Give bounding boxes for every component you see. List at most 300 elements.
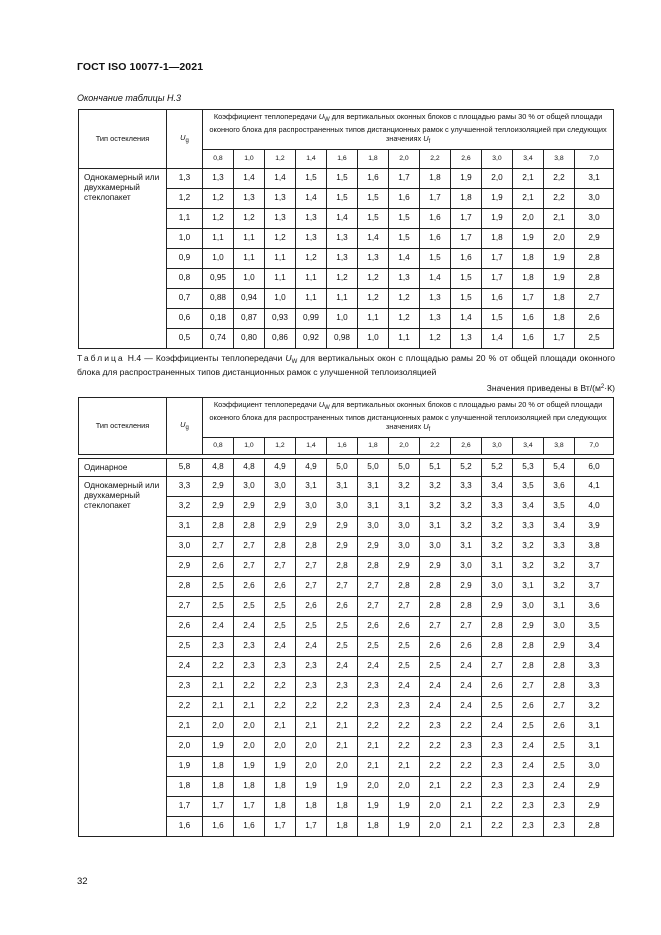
uw-value-cell: 4,8 xyxy=(234,459,265,477)
uw-value-cell: 1,4 xyxy=(327,209,358,229)
uw-value-cell: 3,8 xyxy=(575,537,614,557)
uw-value-cell: 2,6 xyxy=(575,309,614,329)
uw-value-cell: 4,9 xyxy=(265,459,296,477)
uw-value-cell: 2,4 xyxy=(327,657,358,677)
uw-value-cell: 1,7 xyxy=(234,797,265,817)
uw-value-cell: 1,7 xyxy=(389,169,420,189)
uf-value-header: 2,6 xyxy=(451,150,482,169)
uw-value-cell: 2,8 xyxy=(389,577,420,597)
ug-value-cell: 1,6 xyxy=(167,817,203,837)
uw-value-cell: 1,9 xyxy=(544,269,575,289)
uw-value-cell: 1,9 xyxy=(265,757,296,777)
uw-value-cell: 1,8 xyxy=(327,817,358,837)
page-number: 32 xyxy=(77,876,88,887)
uw-value-cell: 2,0 xyxy=(544,229,575,249)
uw-value-cell: 1,8 xyxy=(265,797,296,817)
ug-value-cell: 2,0 xyxy=(167,737,203,757)
uw-value-cell: 2,7 xyxy=(358,577,389,597)
uw-value-cell: 1,3 xyxy=(451,329,482,349)
uw-value-cell: 2,9 xyxy=(327,517,358,537)
ug-value-cell: 0,6 xyxy=(167,309,203,329)
ug-value-cell: 2,3 xyxy=(167,677,203,697)
uw-value-cell: 2,3 xyxy=(327,677,358,697)
uw-value-cell: 2,1 xyxy=(203,677,234,697)
uw-value-cell: 1,7 xyxy=(296,817,327,837)
uw-value-cell: 1,8 xyxy=(544,309,575,329)
uw-value-cell: 2,9 xyxy=(482,597,513,617)
uw-value-cell: 2,9 xyxy=(575,797,614,817)
uf-value-header: 3,0 xyxy=(482,438,513,455)
uw-value-cell: 1,6 xyxy=(420,229,451,249)
ug-value-cell: 3,2 xyxy=(167,497,203,517)
uw-value-cell: 3,3 xyxy=(451,477,482,497)
uw-value-cell: 1,1 xyxy=(296,269,327,289)
uw-value-cell: 1,3 xyxy=(203,169,234,189)
uw-value-cell: 1,5 xyxy=(327,189,358,209)
uw-value-cell: 2,6 xyxy=(544,717,575,737)
uf-value-header: 7,0 xyxy=(575,438,614,455)
uw-value-cell: 3,0 xyxy=(296,497,327,517)
uw-value-cell: 1,6 xyxy=(234,817,265,837)
uw-value-cell: 3,6 xyxy=(544,477,575,497)
uw-value-cell: 2,2 xyxy=(544,189,575,209)
uw-value-cell: 1,7 xyxy=(451,209,482,229)
uw-value-cell: 2,7 xyxy=(234,537,265,557)
uw-value-cell: 1,8 xyxy=(451,189,482,209)
uw-value-cell: 2,2 xyxy=(389,717,420,737)
uw-value-cell: 2,8 xyxy=(575,817,614,837)
uw-value-cell: 3,4 xyxy=(513,497,544,517)
uw-value-cell: 2,8 xyxy=(265,537,296,557)
uw-value-cell: 1,9 xyxy=(358,797,389,817)
uw-value-cell: 2,2 xyxy=(451,777,482,797)
uw-value-cell: 2,2 xyxy=(482,817,513,837)
uw-value-cell: 0,86 xyxy=(265,329,296,349)
uw-value-cell: 2,8 xyxy=(544,657,575,677)
uw-description-header: Коэффициент теплопередачи $U_W$ для вертикальных оконных блоков с площадью рамы 20 % от общей площади оконного блока для распространенных типов дистанционных рамок с улучшенной теплоизоляцией при следующих значениях $U_f$ xyxy=(203,398,614,438)
uw-value-cell: 2,9 xyxy=(575,777,614,797)
uw-value-cell: 2,4 xyxy=(203,617,234,637)
uw-value-cell: 1,6 xyxy=(203,817,234,837)
uw-value-cell: 1,2 xyxy=(234,209,265,229)
ug-value-cell: 0,5 xyxy=(167,329,203,349)
uw-value-cell: 1,9 xyxy=(544,249,575,269)
uw-value-cell: 1,6 xyxy=(482,289,513,309)
uw-value-cell: 3,1 xyxy=(420,517,451,537)
uw-value-cell: 1,8 xyxy=(203,757,234,777)
uw-value-cell: 2,0 xyxy=(296,757,327,777)
uw-value-cell: 2,1 xyxy=(513,169,544,189)
table-row xyxy=(79,169,614,189)
uf-value-header: 1,4 xyxy=(296,438,327,455)
uw-value-cell: 2,7 xyxy=(327,577,358,597)
uw-value-cell: 1,7 xyxy=(420,189,451,209)
uw-value-cell: 2,7 xyxy=(296,557,327,577)
uw-value-cell: 2,8 xyxy=(544,677,575,697)
uw-value-cell: 1,5 xyxy=(389,229,420,249)
uw-value-cell: 1,4 xyxy=(358,229,389,249)
uw-value-cell: 3,1 xyxy=(296,477,327,497)
uw-value-cell: 1,6 xyxy=(358,169,389,189)
uw-value-cell: 2,4 xyxy=(296,637,327,657)
uw-value-cell: 1,0 xyxy=(234,269,265,289)
uw-value-cell: 2,1 xyxy=(296,717,327,737)
table-row xyxy=(79,477,614,497)
uw-value-cell: 2,3 xyxy=(203,637,234,657)
uw-value-cell: 2,3 xyxy=(544,817,575,837)
uw-value-cell: 2,5 xyxy=(358,637,389,657)
ug-value-cell: 1,0 xyxy=(167,229,203,249)
uw-value-cell: 3,0 xyxy=(482,577,513,597)
uw-value-cell: 2,3 xyxy=(234,637,265,657)
uf-value-header: 1,8 xyxy=(358,150,389,169)
uw-value-cell: 1,9 xyxy=(203,737,234,757)
uw-value-cell: 1,8 xyxy=(327,797,358,817)
uw-value-cell: 3,2 xyxy=(575,697,614,717)
uw-value-cell: 1,6 xyxy=(451,249,482,269)
uf-value-header: 2,2 xyxy=(420,438,451,455)
uw-value-cell: 2,5 xyxy=(327,617,358,637)
uw-value-cell: 2,0 xyxy=(358,777,389,797)
ug-value-cell: 2,4 xyxy=(167,657,203,677)
uw-value-cell: 2,9 xyxy=(265,517,296,537)
uw-value-cell: 1,8 xyxy=(358,817,389,837)
uw-value-cell: 2,0 xyxy=(482,169,513,189)
uw-value-cell: 2,1 xyxy=(203,697,234,717)
ug-value-cell: 1,8 xyxy=(167,777,203,797)
uw-value-cell: 1,5 xyxy=(389,209,420,229)
uw-value-cell: 3,2 xyxy=(513,557,544,577)
uw-value-cell: 1,2 xyxy=(265,229,296,249)
uf-value-header: 0,8 xyxy=(203,438,234,455)
glazing-type-header: Тип остекления xyxy=(79,398,167,455)
uf-value-header: 0,8 xyxy=(203,150,234,169)
uw-value-cell: 1,1 xyxy=(265,269,296,289)
uf-value-header: 2,6 xyxy=(451,438,482,455)
uw-value-cell: 2,2 xyxy=(296,697,327,717)
uw-value-cell: 0,80 xyxy=(234,329,265,349)
uw-value-cell: 2,7 xyxy=(234,557,265,577)
uw-value-cell: 2,1 xyxy=(420,777,451,797)
uw-value-cell: 3,0 xyxy=(575,189,614,209)
uw-value-cell: 3,2 xyxy=(389,477,420,497)
uw-value-cell: 2,3 xyxy=(451,737,482,757)
uw-value-cell: 1,9 xyxy=(296,777,327,797)
uw-value-cell: 1,4 xyxy=(451,309,482,329)
uw-value-cell: 1,1 xyxy=(234,229,265,249)
uw-value-cell: 4,0 xyxy=(575,497,614,517)
uf-value-header: 1,0 xyxy=(234,438,265,455)
uw-value-cell: 3,1 xyxy=(389,497,420,517)
uw-value-cell: 1,0 xyxy=(327,309,358,329)
uw-value-cell: 1,7 xyxy=(544,329,575,349)
table-h4-caption: Таблица Н.4 — Коэффициенты теплопередачи $U_W$ для вертикальных окон с площадью рамы 20 % от общей площади оконного блока для распространенных типов дистанционных рамок с улучшенной теплоизоляцией xyxy=(77,353,615,377)
ug-value-cell: 2,9 xyxy=(167,557,203,577)
uw-value-cell: 0,87 xyxy=(234,309,265,329)
uw-value-cell: 1,3 xyxy=(234,189,265,209)
uf-value-header: 1,2 xyxy=(265,438,296,455)
uf-value-header: 1,8 xyxy=(358,438,389,455)
uw-value-cell: 2,0 xyxy=(327,757,358,777)
uw-value-cell: 2,9 xyxy=(544,637,575,657)
document-title: ГОСТ ISO 10077-1—2021 xyxy=(77,61,204,73)
uw-value-cell: 2,5 xyxy=(234,597,265,617)
ug-value-cell: 1,1 xyxy=(167,209,203,229)
uw-value-cell: 1,9 xyxy=(451,169,482,189)
uw-value-cell: 1,3 xyxy=(420,309,451,329)
uw-value-cell: 0,93 xyxy=(265,309,296,329)
uw-value-cell: 1,8 xyxy=(203,777,234,797)
uw-value-cell: 3,1 xyxy=(513,577,544,597)
uw-value-cell: 3,0 xyxy=(358,517,389,537)
uw-value-cell: 2,0 xyxy=(420,817,451,837)
uw-value-cell: 2,5 xyxy=(389,657,420,677)
uw-value-cell: 1,1 xyxy=(389,329,420,349)
uw-value-cell: 5,0 xyxy=(358,459,389,477)
uw-value-cell: 2,8 xyxy=(203,517,234,537)
uw-value-cell: 2,1 xyxy=(544,209,575,229)
uw-value-cell: 3,2 xyxy=(451,517,482,537)
uw-value-cell: 2,5 xyxy=(296,617,327,637)
uf-value-header: 3,4 xyxy=(513,150,544,169)
uw-value-cell: 2,6 xyxy=(451,637,482,657)
ug-value-cell: 3,3 xyxy=(167,477,203,497)
glazing-type-cell: Одинарное xyxy=(79,459,167,477)
uw-value-cell: 3,1 xyxy=(451,537,482,557)
uw-value-cell: 3,0 xyxy=(575,757,614,777)
uw-value-cell: 5,2 xyxy=(482,459,513,477)
uw-value-cell: 2,4 xyxy=(451,697,482,717)
uw-value-cell: 3,2 xyxy=(544,577,575,597)
uw-value-cell: 2,2 xyxy=(451,757,482,777)
uw-value-cell: 2,4 xyxy=(451,657,482,677)
uw-value-cell: 1,8 xyxy=(544,289,575,309)
uw-value-cell: 2,0 xyxy=(203,717,234,737)
table-h3-continuation-caption: Окончание таблицы Н.3 xyxy=(77,93,181,103)
uw-value-cell: 0,99 xyxy=(296,309,327,329)
uw-value-cell: 2,2 xyxy=(203,657,234,677)
uw-value-cell: 3,5 xyxy=(575,617,614,637)
uw-value-cell: 5,0 xyxy=(389,459,420,477)
uw-value-cell: 2,3 xyxy=(513,797,544,817)
uw-value-cell: 2,2 xyxy=(451,717,482,737)
uw-value-cell: 2,3 xyxy=(234,657,265,677)
uw-value-cell: 3,2 xyxy=(420,497,451,517)
uw-value-cell: 2,3 xyxy=(513,777,544,797)
uw-value-cell: 5,3 xyxy=(513,459,544,477)
uw-value-cell: 2,3 xyxy=(420,717,451,737)
uw-value-cell: 1,3 xyxy=(296,209,327,229)
uw-value-cell: 1,8 xyxy=(482,229,513,249)
uw-value-cell: 1,2 xyxy=(389,309,420,329)
uw-value-cell: 1,3 xyxy=(358,249,389,269)
ug-value-cell: 2,8 xyxy=(167,577,203,597)
uw-value-cell: 2,3 xyxy=(482,777,513,797)
uw-value-cell: 2,6 xyxy=(265,577,296,597)
uw-value-cell: 1,5 xyxy=(451,289,482,309)
uw-value-cell: 3,0 xyxy=(389,537,420,557)
uw-value-cell: 1,9 xyxy=(234,757,265,777)
uw-value-cell: 2,6 xyxy=(513,697,544,717)
uw-value-cell: 2,8 xyxy=(420,597,451,617)
uw-value-cell: 2,9 xyxy=(265,497,296,517)
uw-value-cell: 4,1 xyxy=(575,477,614,497)
uw-value-cell: 1,2 xyxy=(358,289,389,309)
uw-value-cell: 1,5 xyxy=(296,169,327,189)
uw-value-cell: 2,6 xyxy=(296,597,327,617)
uw-value-cell: 2,3 xyxy=(482,757,513,777)
uw-value-cell: 2,3 xyxy=(544,797,575,817)
uw-value-cell: 2,8 xyxy=(420,577,451,597)
uw-value-cell: 2,7 xyxy=(482,657,513,677)
uw-value-cell: 1,9 xyxy=(513,229,544,249)
table-h3 xyxy=(78,109,614,349)
uw-value-cell: 1,8 xyxy=(513,269,544,289)
uw-value-cell: 2,4 xyxy=(389,677,420,697)
uw-value-cell: 1,1 xyxy=(327,289,358,309)
uw-value-cell: 2,8 xyxy=(482,637,513,657)
uw-value-cell: 2,4 xyxy=(482,717,513,737)
uw-value-cell: 3,2 xyxy=(482,517,513,537)
uw-value-cell: 1,4 xyxy=(420,269,451,289)
uw-value-cell: 2,0 xyxy=(420,797,451,817)
uw-value-cell: 1,3 xyxy=(327,249,358,269)
uw-value-cell: 2,8 xyxy=(513,637,544,657)
uw-value-cell: 2,3 xyxy=(296,677,327,697)
uw-value-cell: 3,6 xyxy=(575,597,614,617)
uw-value-cell: 2,5 xyxy=(575,329,614,349)
ug-value-cell: 2,7 xyxy=(167,597,203,617)
uw-value-cell: 1,2 xyxy=(389,289,420,309)
uw-value-cell: 3,3 xyxy=(575,657,614,677)
uw-value-cell: 2,5 xyxy=(513,717,544,737)
uw-value-cell: 1,1 xyxy=(265,249,296,269)
ug-value-cell: 2,1 xyxy=(167,717,203,737)
uw-value-cell: 2,4 xyxy=(451,677,482,697)
ug-value-cell: 1,2 xyxy=(167,189,203,209)
uw-value-cell: 2,2 xyxy=(420,757,451,777)
uw-value-cell: 0,88 xyxy=(203,289,234,309)
uw-value-cell: 2,9 xyxy=(296,517,327,537)
uw-value-cell: 1,2 xyxy=(420,329,451,349)
uw-value-cell: 2,9 xyxy=(203,497,234,517)
uw-value-cell: 2,4 xyxy=(265,637,296,657)
uw-value-cell: 2,7 xyxy=(575,289,614,309)
ug-value-cell: 2,6 xyxy=(167,617,203,637)
uw-value-cell: 1,5 xyxy=(327,169,358,189)
uw-value-cell: 1,8 xyxy=(234,777,265,797)
uw-value-cell: 2,9 xyxy=(234,497,265,517)
uw-value-cell: 2,3 xyxy=(389,697,420,717)
uw-value-cell: 2,7 xyxy=(544,697,575,717)
uw-value-cell: 1,7 xyxy=(482,249,513,269)
uw-value-cell: 2,4 xyxy=(513,757,544,777)
uw-value-cell: 3,0 xyxy=(451,557,482,577)
uw-value-cell: 1,5 xyxy=(420,249,451,269)
uw-value-cell: 2,5 xyxy=(389,637,420,657)
uw-value-cell: 3,4 xyxy=(544,517,575,537)
uw-value-cell: 1,4 xyxy=(296,189,327,209)
ug-value-cell: 0,7 xyxy=(167,289,203,309)
uw-value-cell: 3,4 xyxy=(575,637,614,657)
units-note: Значения приведены в $Вт/(м^2\cdot К)$ xyxy=(486,383,615,393)
uw-value-cell: 1,2 xyxy=(203,209,234,229)
uw-value-cell: 2,6 xyxy=(389,617,420,637)
uf-value-header: 2,2 xyxy=(420,150,451,169)
uw-value-cell: 2,8 xyxy=(451,597,482,617)
uw-value-cell: 2,7 xyxy=(296,577,327,597)
uw-value-cell: 3,1 xyxy=(358,477,389,497)
uw-value-cell: 1,5 xyxy=(451,269,482,289)
uw-value-cell: 1,9 xyxy=(482,189,513,209)
uw-value-cell: 3,1 xyxy=(544,597,575,617)
uw-value-cell: 2,5 xyxy=(544,757,575,777)
uw-value-cell: 1,3 xyxy=(265,189,296,209)
uw-value-cell: 1,8 xyxy=(513,249,544,269)
uw-value-cell: 2,8 xyxy=(327,557,358,577)
uw-value-cell: 2,8 xyxy=(575,249,614,269)
uw-value-cell: 3,2 xyxy=(513,537,544,557)
ug-value-cell: 2,2 xyxy=(167,697,203,717)
uw-value-cell: 2,8 xyxy=(296,537,327,557)
uf-value-header: 3,8 xyxy=(544,150,575,169)
table-h4 xyxy=(78,397,614,837)
uw-value-cell: 2,8 xyxy=(575,269,614,289)
ug-value-cell: 5,8 xyxy=(167,459,203,477)
uw-value-cell: 2,2 xyxy=(389,737,420,757)
glazing-type-header: Тип остекления xyxy=(79,110,167,169)
uw-value-cell: 2,2 xyxy=(265,677,296,697)
uw-value-cell: 1,9 xyxy=(327,777,358,797)
uw-value-cell: 2,2 xyxy=(544,169,575,189)
uf-value-header: 1,6 xyxy=(327,438,358,455)
uw-value-cell: 1,0 xyxy=(203,249,234,269)
uw-value-cell: 1,3 xyxy=(265,209,296,229)
uw-value-cell: 1,7 xyxy=(265,817,296,837)
uw-value-cell: 2,5 xyxy=(265,597,296,617)
uw-value-cell: 0,92 xyxy=(296,329,327,349)
uw-value-cell: 1,3 xyxy=(296,229,327,249)
uw-value-cell: 1,9 xyxy=(482,209,513,229)
uw-value-cell: 3,4 xyxy=(482,477,513,497)
uw-value-cell: 1,3 xyxy=(389,269,420,289)
uw-value-cell: 1,1 xyxy=(296,289,327,309)
uw-value-cell: 2,6 xyxy=(482,677,513,697)
uw-value-cell: 3,7 xyxy=(575,557,614,577)
uw-value-cell: 2,0 xyxy=(296,737,327,757)
uw-value-cell: 1,5 xyxy=(358,209,389,229)
uf-value-header: 3,0 xyxy=(482,150,513,169)
uw-value-cell: 2,3 xyxy=(482,737,513,757)
uw-value-cell: 3,0 xyxy=(265,477,296,497)
uw-value-cell: 3,1 xyxy=(575,717,614,737)
uw-value-cell: 3,1 xyxy=(358,497,389,517)
uw-value-cell: 2,9 xyxy=(327,537,358,557)
uw-value-cell: 2,7 xyxy=(420,617,451,637)
uw-value-cell: 1,6 xyxy=(420,209,451,229)
uw-value-cell: 2,5 xyxy=(544,737,575,757)
uf-value-header: 1,2 xyxy=(265,150,296,169)
uw-value-cell: 2,5 xyxy=(327,637,358,657)
uw-value-cell: 1,2 xyxy=(296,249,327,269)
uw-value-cell: 3,0 xyxy=(544,617,575,637)
uw-value-cell: 1,6 xyxy=(389,189,420,209)
uw-value-cell: 1,1 xyxy=(358,309,389,329)
uw-value-cell: 2,7 xyxy=(265,557,296,577)
uw-value-cell: 3,0 xyxy=(327,497,358,517)
uw-value-cell: 3,0 xyxy=(234,477,265,497)
uw-value-cell: 1,6 xyxy=(513,329,544,349)
